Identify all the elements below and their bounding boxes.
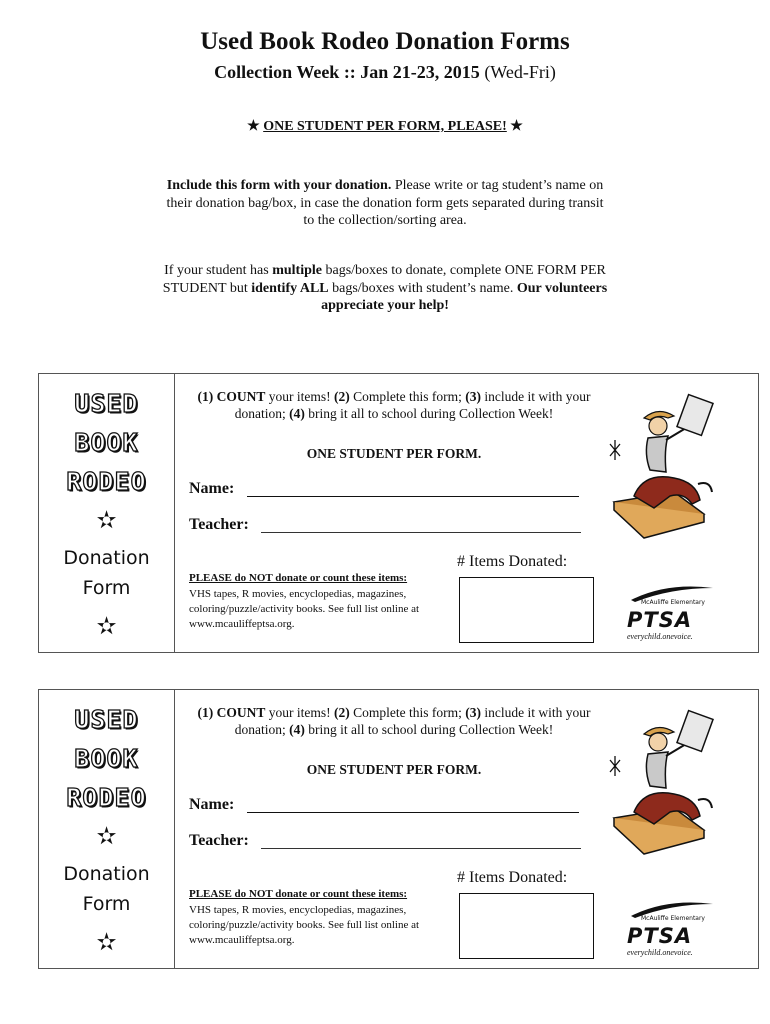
donation-form xyxy=(38,689,759,969)
star-icon: ★ xyxy=(510,119,523,134)
teacher-label: Teacher: xyxy=(189,516,249,533)
rodeo-word: USED xyxy=(74,705,139,734)
cowboy-riding-book-icon xyxy=(604,384,716,544)
form-word: Form xyxy=(82,893,131,915)
collection-week-days: (Wed-Fri) xyxy=(484,62,556,82)
items-donated-field[interactable] xyxy=(459,577,594,643)
step-text: include it with your donation; xyxy=(234,705,591,737)
step-num: (1) xyxy=(197,389,214,404)
notice-text: VHS tapes, R movies, encyclopedias, magazines, coloring/puzzle/activity books. See full list online at www.mcauliffeptsa.org. xyxy=(189,904,420,946)
notice-heading: PLEASE do NOT donate or count these items: xyxy=(189,572,408,584)
form-instructions xyxy=(189,388,599,422)
step-num: (3) xyxy=(465,705,482,720)
ptsa-wordmark: PTSA xyxy=(627,608,693,632)
items-donated-field[interactable] xyxy=(459,893,594,959)
intro2-e: bags/boxes with student’s name. xyxy=(328,280,517,296)
step-bold: COUNT xyxy=(216,705,266,720)
step-num: (2) xyxy=(334,389,350,404)
ptsa-logo xyxy=(627,900,717,960)
star-icon: ★ xyxy=(247,119,260,134)
intro2-f: Our volunteers appreciate your help! xyxy=(321,280,608,313)
step-num: (2) xyxy=(334,705,350,720)
ptsa-wordmark: PTSA xyxy=(627,924,693,948)
step-text: Complete this form; xyxy=(349,705,466,720)
intro-paragraph-2 xyxy=(160,262,610,315)
name-label: Name: xyxy=(189,480,235,497)
donation-form xyxy=(38,373,759,653)
teacher-label: Teacher: xyxy=(189,832,249,849)
donation-word: Donation xyxy=(63,547,150,569)
collection-week-dates: Collection Week :: Jan 21-23, 2015 xyxy=(214,62,480,82)
cowboy-riding-book-icon xyxy=(604,700,716,860)
notice-text: VHS tapes, R movies, encyclopedias, magazines, coloring/puzzle/activity books. See full list online at www.mcauliffeptsa.org. xyxy=(189,588,420,630)
intro-text: Please write or tag student’s name on their donation bag/box, in case the donation form gets separated during transit to the collection/sorting area. xyxy=(166,178,604,228)
step-text: your items! xyxy=(265,705,335,720)
name-field[interactable] xyxy=(247,812,579,813)
ptsa-tagline: everychild.onevoice. xyxy=(627,632,693,641)
rodeo-word: USED xyxy=(74,389,139,418)
ptsa-school-name: McAuliffe Elementary xyxy=(641,915,705,922)
step-num: (4) xyxy=(289,722,305,737)
teacher-field[interactable] xyxy=(261,532,581,533)
donation-word: Donation xyxy=(63,863,150,885)
collection-week xyxy=(0,62,770,83)
intro-bold: Include this form with your donation. xyxy=(166,178,392,193)
step-num: (3) xyxy=(465,389,482,404)
name-field[interactable] xyxy=(247,496,579,497)
intro2-d: identify ALL xyxy=(251,280,329,296)
step-bold: COUNT xyxy=(216,389,266,404)
ptsa-tagline: everychild.onevoice. xyxy=(627,948,693,957)
rodeo-word: RODEO xyxy=(66,467,147,496)
intro2-a: If your student has xyxy=(164,263,273,278)
rodeo-word: BOOK xyxy=(74,744,139,773)
step-num: (1) xyxy=(197,705,214,720)
items-donated-label: # Items Donated: xyxy=(457,553,568,570)
one-per-form-notice xyxy=(0,118,770,135)
star-icon: ✫ xyxy=(96,822,117,850)
star-icon: ✫ xyxy=(96,506,117,534)
rodeo-banner xyxy=(39,374,175,652)
one-per-form-text: ONE STUDENT PER FORM, PLEASE! xyxy=(263,119,507,134)
ptsa-logo xyxy=(627,584,717,644)
notice-heading: PLEASE do NOT donate or count these items: xyxy=(189,888,408,900)
rodeo-banner xyxy=(39,690,175,968)
page-title: Used Book Rodeo Donation Forms xyxy=(200,28,570,55)
step-text: bring it all to school during Collection Week! xyxy=(304,722,554,737)
step-num: (4) xyxy=(289,406,305,421)
rodeo-word: RODEO xyxy=(66,783,147,812)
intro2-c: bags/boxes to donate, complete ONE FORM PER STUDENT but xyxy=(162,263,606,296)
rodeo-word: BOOK xyxy=(74,428,139,457)
name-label: Name: xyxy=(189,796,235,813)
form-word: Form xyxy=(82,577,131,599)
form-instructions xyxy=(189,704,599,738)
step-text: bring it all to school during Collection Week! xyxy=(304,406,554,421)
step-text: include it with your donation; xyxy=(234,389,591,421)
intro2-b: multiple xyxy=(272,263,322,278)
intro-paragraph-1 xyxy=(160,177,610,230)
step-text: your items! xyxy=(265,389,335,404)
one-student-notice: ONE STUDENT PER FORM. xyxy=(306,762,482,777)
star-icon: ✫ xyxy=(96,612,117,640)
one-student-notice: ONE STUDENT PER FORM. xyxy=(306,446,482,461)
teacher-field[interactable] xyxy=(261,848,581,849)
star-icon: ✫ xyxy=(96,928,117,956)
items-donated-label: # Items Donated: xyxy=(457,869,568,886)
ptsa-school-name: McAuliffe Elementary xyxy=(641,599,705,606)
step-text: Complete this form; xyxy=(349,389,466,404)
